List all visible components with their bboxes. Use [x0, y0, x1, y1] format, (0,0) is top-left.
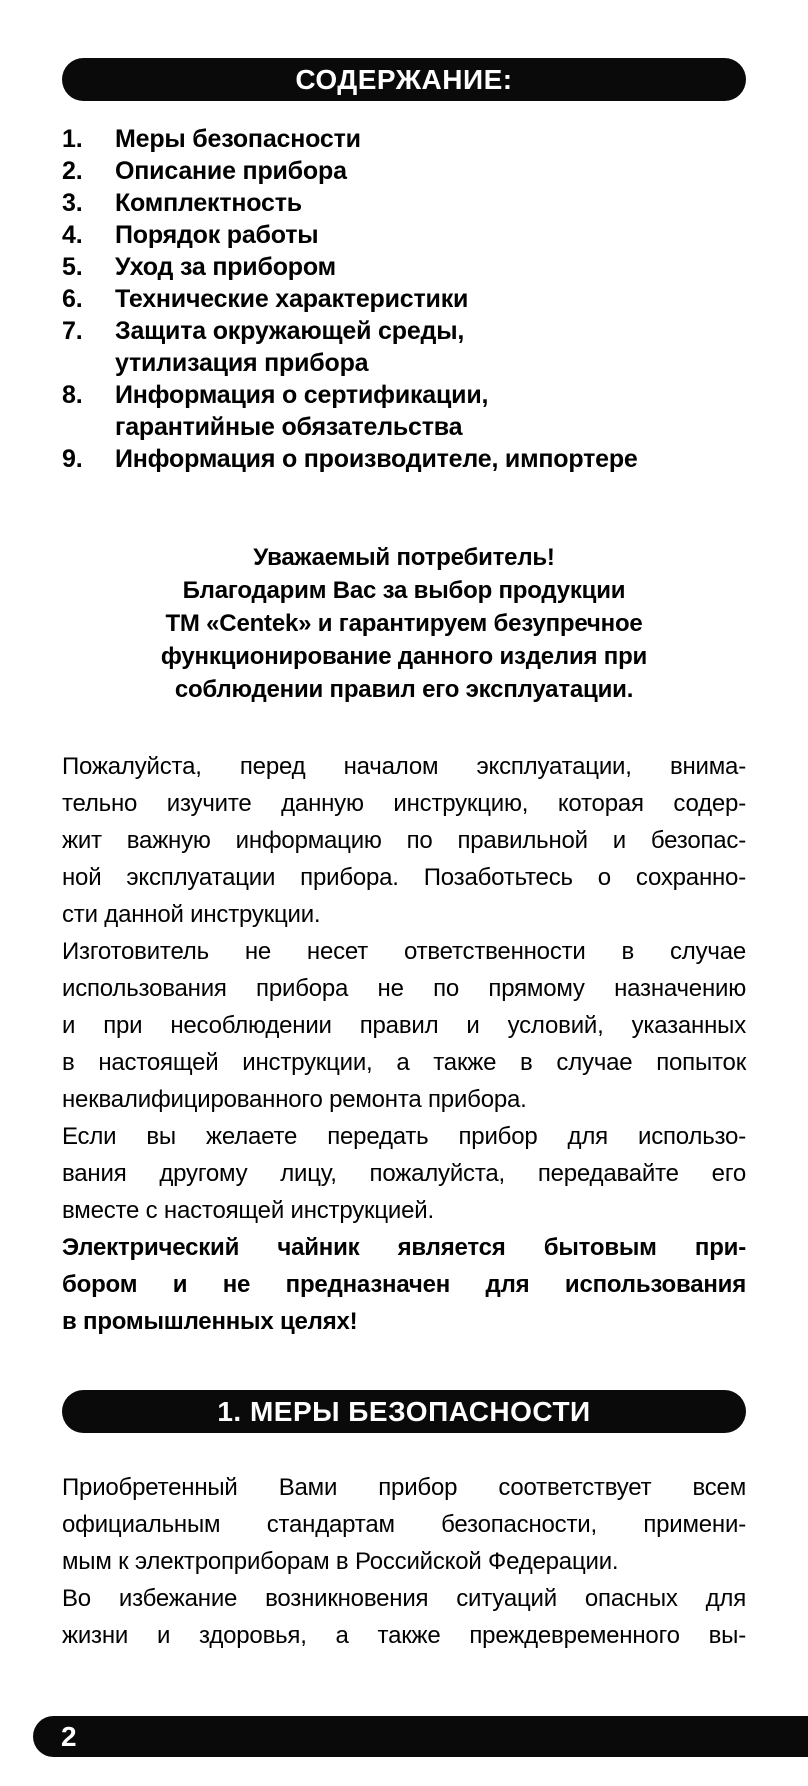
- page-content: [0, 58, 808, 1654]
- toc-item-label: Порядок работы: [115, 221, 319, 249]
- greeting-block: [62, 541, 746, 706]
- toc-item-label: [115, 315, 746, 379]
- toc-item: [62, 155, 746, 187]
- toc-item-line: утилизация прибора: [115, 349, 369, 377]
- footer-page-bar: [33, 1716, 808, 1757]
- greeting-line: ТМ «Centek» и гарантируем безупречное: [165, 610, 643, 637]
- greeting-line: Благодарим Вас за выбор продукции: [182, 577, 626, 604]
- toc-item-line: Защита окружающей среды,: [115, 317, 465, 345]
- toc-item: [62, 251, 746, 283]
- toc-item-number: 7.: [62, 317, 83, 345]
- toc-item-label: Комплектность: [115, 189, 302, 217]
- paragraph-transfer-device: [62, 1118, 746, 1229]
- paragraph-line: в настоящей инструкции, а также в случае попыток: [62, 1049, 746, 1076]
- toc-item-number: 6.: [62, 285, 83, 313]
- section1-text: [62, 1469, 746, 1654]
- toc-item: [62, 219, 746, 251]
- toc-item-label: Уход за прибором: [115, 253, 336, 281]
- paragraph-line: бором и не предназначен для использования: [62, 1271, 746, 1298]
- toc-header-pill: [62, 58, 746, 101]
- paragraph-line: Электрический чайник является бытовым при-: [62, 1234, 746, 1261]
- toc-item-number: 8.: [62, 381, 83, 409]
- paragraph-line: ной эксплуатации прибора. Позаботьтесь о сохранно-: [62, 864, 746, 891]
- toc-item: [62, 123, 746, 155]
- paragraph-line: жит важную информацию по правильной и безопас-: [62, 827, 746, 854]
- paragraph-line: сти данной инструкции.: [62, 901, 321, 928]
- toc-item-label: [115, 379, 746, 443]
- toc-item: [62, 283, 746, 315]
- toc-item: [62, 187, 746, 219]
- toc-item: [62, 379, 746, 443]
- section1-header-pill: [62, 1390, 746, 1433]
- toc-item-number: 3.: [62, 189, 83, 217]
- toc-item-label: Информация о производителе, импортере: [115, 445, 638, 473]
- paragraph-line: использования прибора не по прямому назначению: [62, 975, 746, 1002]
- toc-item-line: Информация о сертификации,: [115, 381, 489, 409]
- toc-item-line: гарантийные обязательства: [115, 413, 463, 441]
- intro-text: [62, 748, 746, 1340]
- paragraph-study-instruction: [62, 748, 746, 933]
- page-number: 2: [61, 1720, 77, 1752]
- paragraph-line: вания другому лицу, пожалуйста, передавайте его: [62, 1160, 746, 1187]
- toc-list: [62, 123, 746, 475]
- paragraph-line: мым к электроприборам в Российской Федерации.: [62, 1548, 619, 1575]
- paragraph-line: Изготовитель не несет ответственности в случае: [62, 938, 746, 965]
- paragraph-line: Если вы желаете передать прибор для использо-: [62, 1123, 746, 1150]
- paragraph-line: неквалифицированного ремонта прибора.: [62, 1086, 527, 1113]
- toc-item-number: 9.: [62, 445, 83, 473]
- greeting-line: соблюдении правил его эксплуатации.: [174, 676, 634, 703]
- paragraph-line: в промышленных целях!: [62, 1308, 358, 1335]
- paragraph-safety-standards: [62, 1469, 746, 1654]
- toc-item-number: 2.: [62, 157, 83, 185]
- toc-item-label: Описание прибора: [115, 157, 347, 185]
- paragraph-manufacturer-liability: [62, 933, 746, 1118]
- toc-item-label: Технические характеристики: [115, 285, 469, 313]
- paragraph-household-use-warning: [62, 1229, 746, 1340]
- toc-item-number: 5.: [62, 253, 83, 281]
- toc-item-number: 4.: [62, 221, 83, 249]
- toc-header-title: СОДЕРЖАНИЕ:: [295, 63, 513, 95]
- paragraph-line: жизни и здоровья, а также преждевременного вы-: [62, 1622, 746, 1649]
- paragraph-line: Во избежание возникновения ситуаций опасных для: [62, 1585, 746, 1612]
- paragraph-line: тельно изучите данную инструкцию, которая содер-: [62, 790, 746, 817]
- greeting-line: функционирование данного изделия при: [160, 643, 648, 670]
- paragraph-line: и при несоблюдении правил и условий, указанных: [62, 1012, 746, 1039]
- toc-item: [62, 315, 746, 379]
- toc-item: [62, 443, 746, 475]
- section1-header-title: 1. МЕРЫ БЕЗОПАСНОСТИ: [217, 1395, 591, 1427]
- toc-item-label: Меры безопасности: [115, 125, 361, 153]
- paragraph-line: официальным стандартам безопасности, примени-: [62, 1511, 746, 1538]
- greeting-line: Уважаемый потребитель!: [253, 544, 555, 571]
- paragraph-line: вместе с настоящей инструкцией.: [62, 1197, 434, 1224]
- paragraph-line: Приобретенный Вами прибор соответствует всем: [62, 1474, 746, 1501]
- paragraph-line: Пожалуйста, перед началом эксплуатации, внима-: [62, 753, 746, 780]
- toc-item-number: 1.: [62, 125, 83, 153]
